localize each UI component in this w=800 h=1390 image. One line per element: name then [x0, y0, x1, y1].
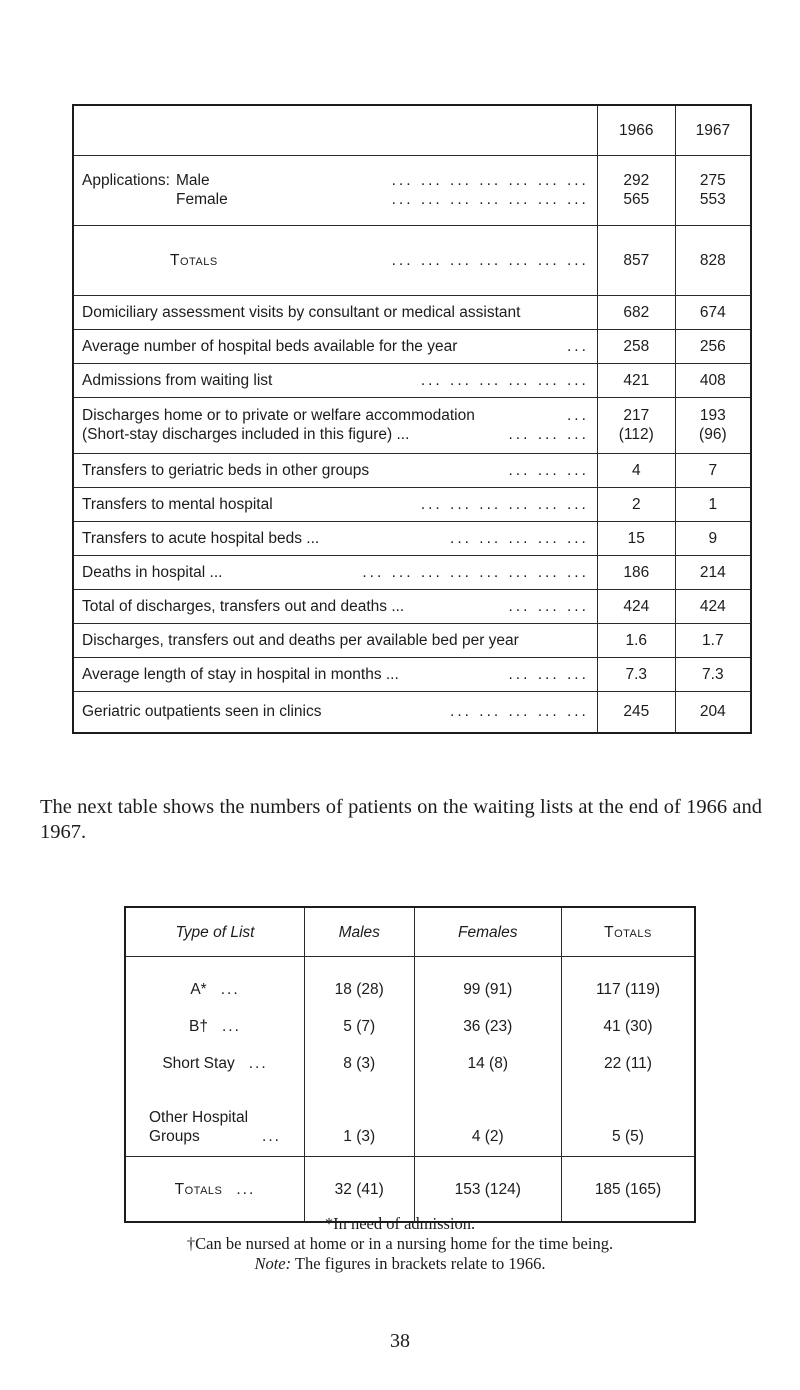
leader-dots: ... ... ... ... ... ...: [420, 495, 589, 513]
row-label: Average length of stay in hospital in months ...: [82, 665, 399, 683]
header-type-of-list: Type of List: [125, 907, 304, 957]
leader-dots: ... ... ...: [508, 597, 589, 615]
leader-dots: ... ... ... ... ... ... ...: [391, 191, 589, 208]
value-1966: 245: [597, 691, 675, 733]
leader-dots: ...: [220, 981, 240, 998]
footnote-note: [0, 1254, 800, 1274]
females-value: 4 (2): [414, 1082, 561, 1157]
footnote-dagger: †Can be nursed at home or in a nursing home for the time being.: [186, 1234, 614, 1253]
totals-row: [125, 1157, 695, 1223]
males-value: 18 (28): [304, 957, 414, 1009]
males-value: 5 (7): [304, 1008, 414, 1045]
female-1967: 553: [699, 191, 726, 208]
row-label: Admissions from waiting list: [82, 371, 273, 389]
applications-1967-cell: [675, 155, 751, 225]
row-label: Average number of hospital beds available for the year: [82, 337, 458, 355]
discharges-1967-cell: [675, 397, 751, 453]
applications-label-cell: [73, 155, 597, 225]
value-1967: 1.7: [675, 623, 751, 657]
males-value: 1 (3): [304, 1082, 414, 1157]
totals-value: 117 (119): [561, 957, 695, 1009]
header-males: Males: [304, 907, 414, 957]
table-row: [73, 363, 751, 397]
leader-dots: ... ... ... ... ... ... ...: [391, 172, 589, 189]
table-header-row: [73, 105, 751, 155]
header-blank-cell: [73, 105, 597, 155]
row-label: Discharges, transfers out and deaths per available bed per year: [82, 631, 519, 649]
page-number: 38: [390, 1330, 410, 1352]
value-1967: 7: [675, 453, 751, 487]
males-value: 8 (3): [304, 1045, 414, 1082]
row-label: Geriatric outpatients seen in clinics: [82, 703, 322, 721]
females-value: 36 (23): [414, 1008, 561, 1045]
short-stay-1967: (96): [699, 426, 727, 443]
leader-dots: ...: [566, 407, 589, 424]
female-1966: 565: [623, 191, 650, 208]
footnote-star: *In need of admission.: [324, 1214, 476, 1233]
value-1966: 7.3: [597, 657, 675, 691]
leader-dots: ... ... ... ... ...: [450, 703, 589, 721]
value-1967: 424: [675, 589, 751, 623]
value-1967: 214: [675, 555, 751, 589]
totals-value: 5 (5): [561, 1082, 695, 1157]
females-total: 153 (124): [414, 1157, 561, 1223]
table-header-row: [125, 907, 695, 957]
leader-dots: ...: [262, 1128, 281, 1145]
leader-dots: ... ... ...: [508, 426, 589, 443]
totals-row: [73, 225, 751, 295]
value-1966: 2: [597, 487, 675, 521]
totals-1966: 857: [597, 225, 675, 295]
value-1967: 256: [675, 329, 751, 363]
value-1966: 421: [597, 363, 675, 397]
applications-label: Applications:: [82, 172, 170, 189]
applications-male-label: Male: [176, 172, 210, 189]
male-1967: 275: [699, 172, 726, 189]
list-type: Short Stay: [162, 1055, 235, 1072]
table-row: [73, 295, 751, 329]
applications-row: [73, 155, 751, 225]
hospital-statistics-table: [72, 104, 752, 734]
applications-1966-cell: [597, 155, 675, 225]
discharges-line2: (Short-stay discharges included in this figure) ...: [82, 426, 410, 443]
footnotes: [0, 1214, 800, 1274]
value-1967: 204: [675, 691, 751, 733]
males-total: 32 (41): [304, 1157, 414, 1223]
discharges-1966-cell: [597, 397, 675, 453]
value-1967: 7.3: [675, 657, 751, 691]
leader-dots: ...: [248, 1055, 268, 1072]
table-row: [73, 691, 751, 733]
table-row: [73, 589, 751, 623]
value-1967: 9: [675, 521, 751, 555]
table-row: [73, 329, 751, 363]
leader-dots: ... ... ...: [508, 461, 589, 479]
note-text: The figures in brackets relate to 1966.: [291, 1254, 546, 1273]
row-label: Transfers to geriatric beds in other groups: [82, 461, 370, 479]
table-row: [125, 957, 695, 1009]
leader-dots: ...: [566, 337, 589, 355]
leader-dots: ... ... ... ... ... ...: [420, 371, 589, 389]
leader-dots: ... ... ... ... ... ... ...: [391, 251, 589, 269]
value-1966: 258: [597, 329, 675, 363]
row-label: Deaths in hospital ...: [82, 563, 223, 581]
table-row: [73, 623, 751, 657]
short-stay-1966: (112): [618, 426, 654, 443]
row-label: Domiciliary assessment visits by consultant or medical assistant: [82, 303, 521, 321]
list-type-line1: Other Hospital: [148, 1109, 249, 1126]
discharges-row: [73, 397, 751, 453]
table-row: [125, 1045, 695, 1082]
grand-total: 185 (165): [561, 1157, 695, 1223]
header-1967: 1967: [675, 105, 751, 155]
value-1967: 674: [675, 295, 751, 329]
row-label: Transfers to mental hospital: [82, 495, 273, 513]
females-value: 99 (91): [414, 957, 561, 1009]
totals-1967: 828: [675, 225, 751, 295]
leader-dots: ...: [236, 1180, 256, 1198]
note-label: Note:: [254, 1254, 292, 1273]
value-1966: 15: [597, 521, 675, 555]
table-row: [73, 657, 751, 691]
header-1966: 1966: [597, 105, 675, 155]
totals-value: 22 (11): [561, 1045, 695, 1082]
leader-dots: ... ... ... ... ...: [450, 529, 589, 547]
value-1966: 186: [597, 555, 675, 589]
header-females: Females: [414, 907, 561, 957]
waiting-lists-table: [124, 906, 696, 1223]
value-1966: 682: [597, 295, 675, 329]
body-paragraph: The next table shows the numbers of patients on the waiting lists at the end of 1966 and 1967.: [40, 795, 762, 843]
females-value: 14 (8): [414, 1045, 561, 1082]
male-1966: 292: [623, 172, 650, 189]
row-label: Transfers to acute hospital beds ...: [82, 529, 320, 547]
leader-dots: ... ... ...: [508, 665, 589, 683]
value-1966: 424: [597, 589, 675, 623]
applications-female-label: Female: [176, 191, 228, 208]
table-row: [73, 521, 751, 555]
totals-value: 41 (30): [561, 1008, 695, 1045]
table-row: [73, 453, 751, 487]
table-row: [73, 487, 751, 521]
totals-label-cell: [73, 225, 597, 295]
header-totals: Totals: [561, 907, 695, 957]
leader-dots: ... ... ... ... ... ... ... ...: [362, 563, 589, 581]
table-row: [125, 1008, 695, 1045]
value-1967: 1: [675, 487, 751, 521]
leader-dots: ...: [222, 1018, 241, 1035]
list-type: A*: [190, 981, 207, 998]
totals-label: Totals: [170, 251, 218, 269]
table-row: [73, 555, 751, 589]
value-1966: 1.6: [597, 623, 675, 657]
list-type: B†: [189, 1018, 208, 1035]
discharges-line1: Discharges home or to private or welfare accommodation: [82, 407, 475, 424]
value-1967: 408: [675, 363, 751, 397]
discharges-1967: 193: [699, 407, 726, 424]
table-row: [125, 1082, 695, 1157]
list-type-line2: Groups: [148, 1128, 200, 1145]
discharges-1966: 217: [623, 407, 650, 424]
totals-label: Totals: [174, 1180, 223, 1198]
value-1966: 4: [597, 453, 675, 487]
row-label: Total of discharges, transfers out and deaths ...: [82, 597, 405, 615]
